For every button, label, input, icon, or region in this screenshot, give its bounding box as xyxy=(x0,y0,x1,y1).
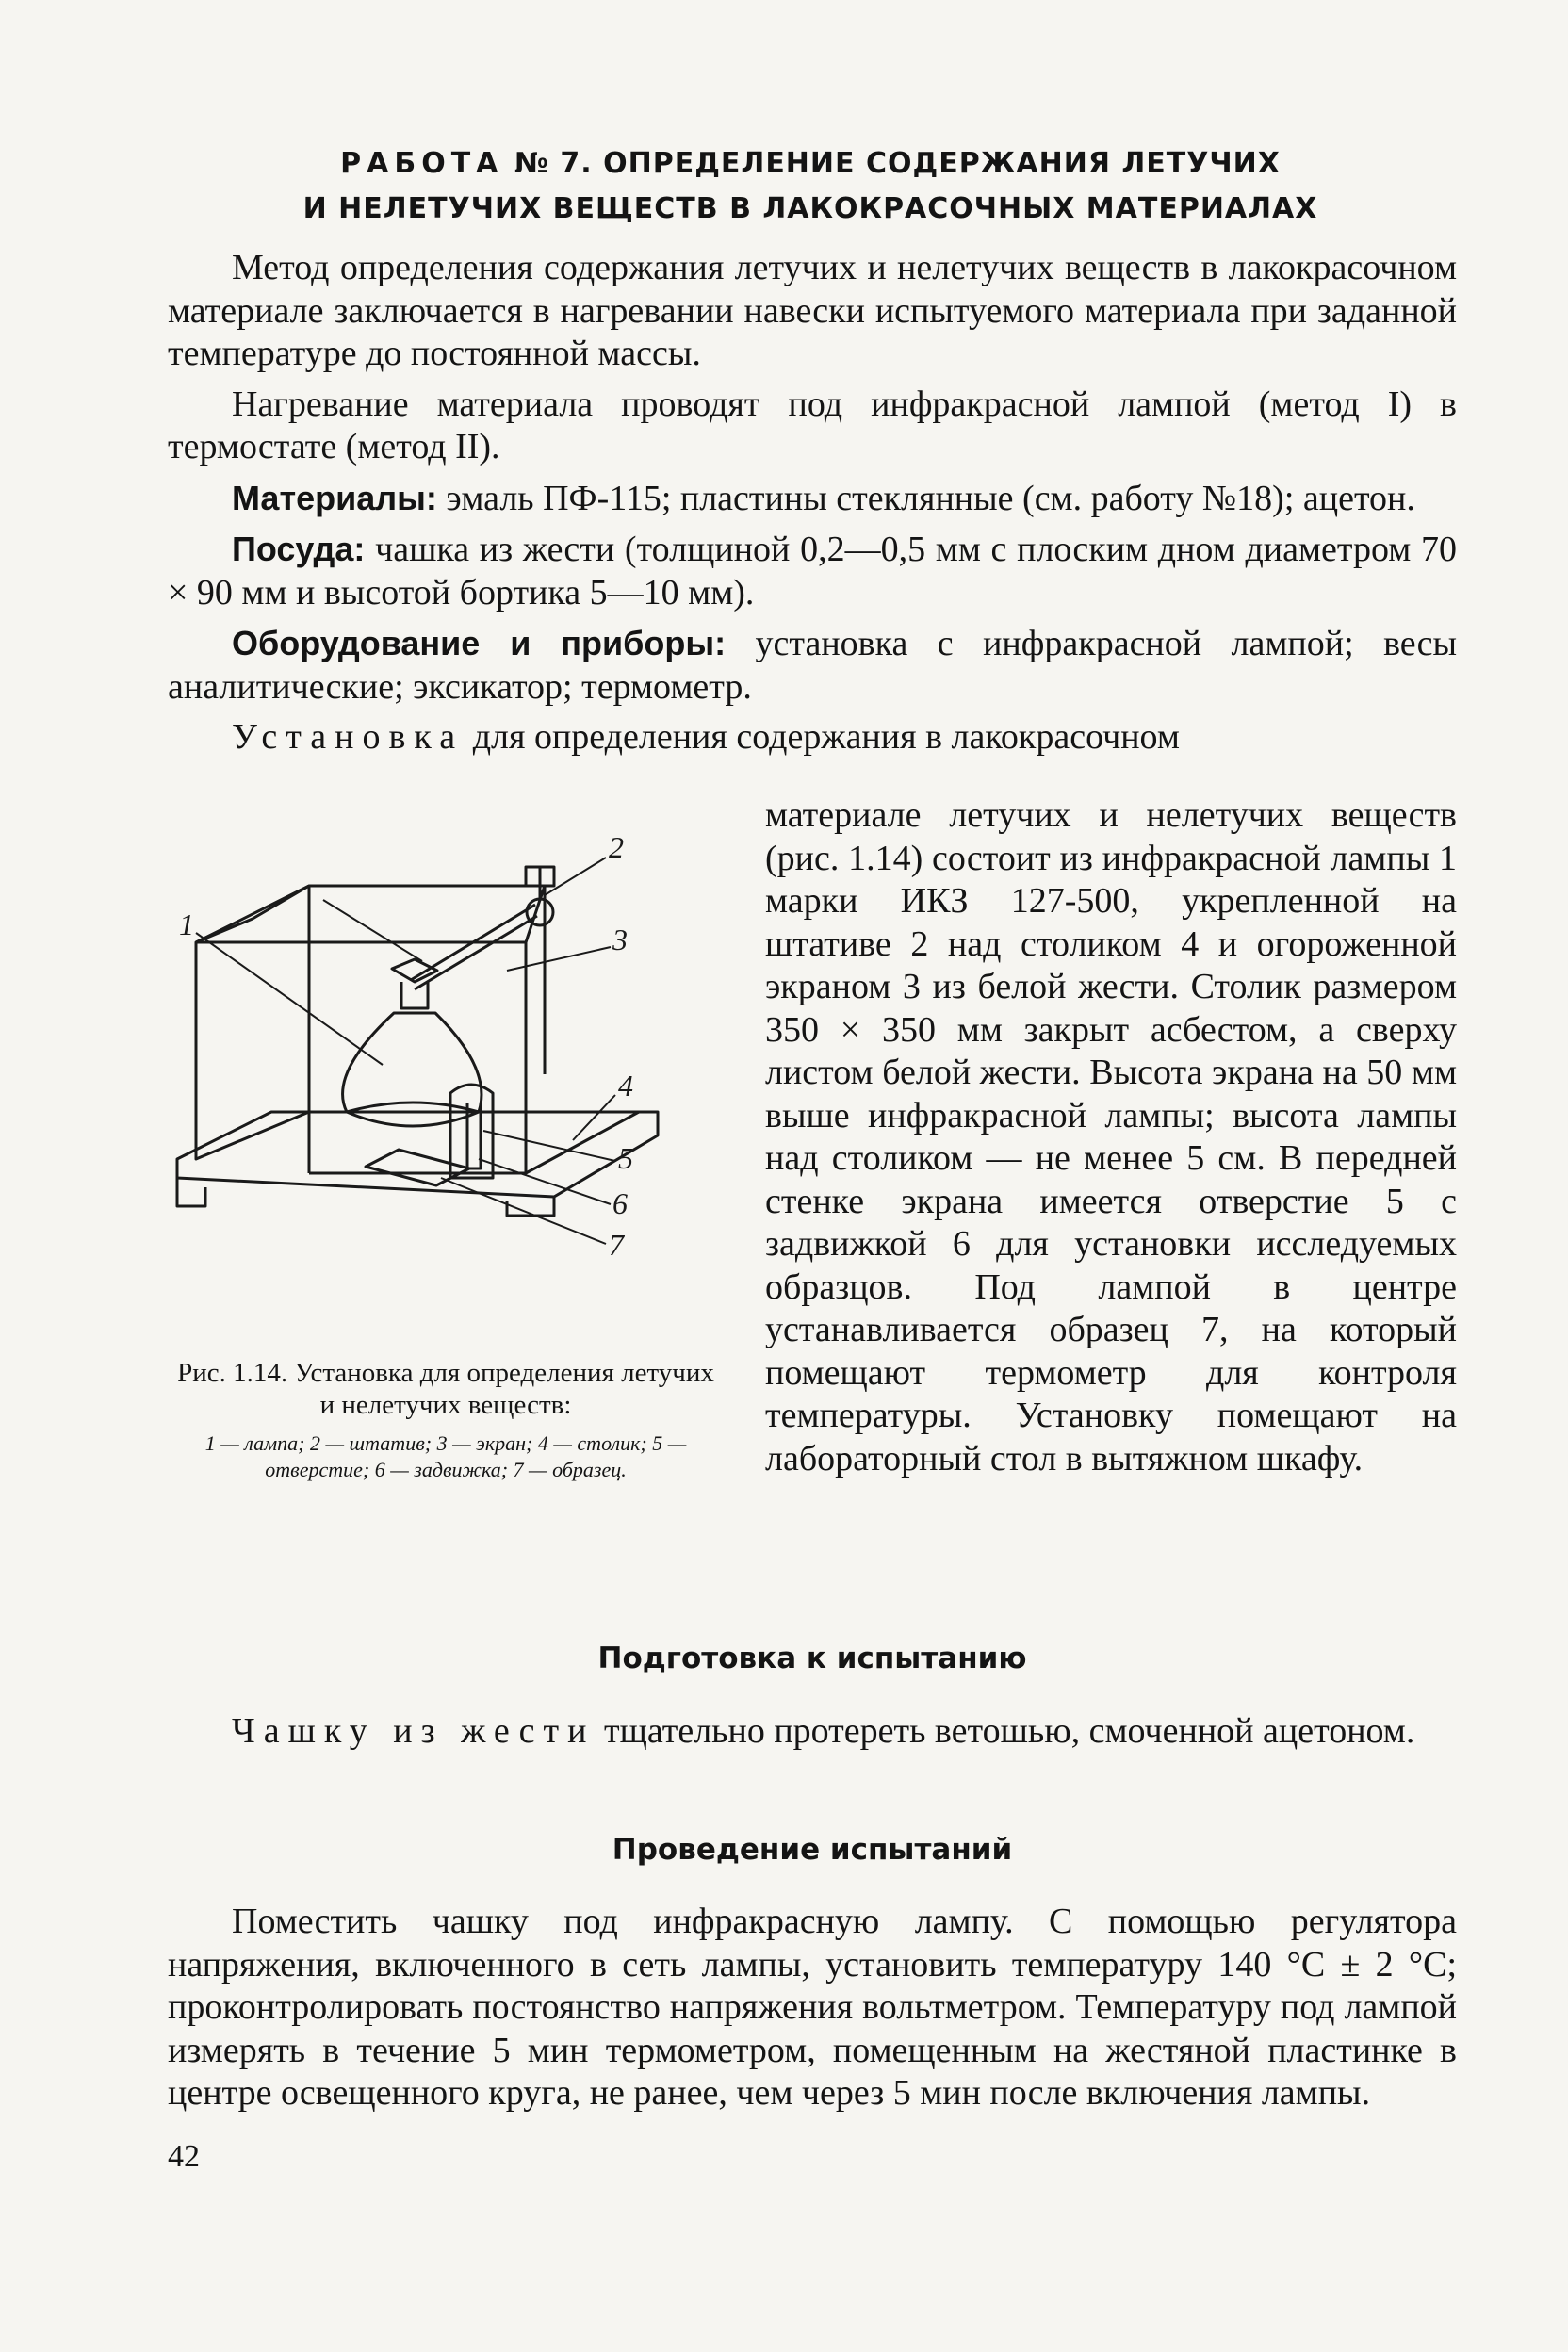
equipment-label: Оборудование и приборы: xyxy=(232,624,727,662)
vessels-text: чашка из жести (толщиной 0,2—0,5 мм с плоским дном диаметром 70 × 90 мм и высотой бортика 5—10 мм). xyxy=(168,530,1457,612)
screen-left-wall xyxy=(196,886,309,1159)
figure-label-2: 2 xyxy=(609,830,624,864)
caption-legend: 1 — лампа; 2 — штатив; 3 — экран; 4 — столик; 5 — отверстие; 6 — задвижка; 7 — образец. xyxy=(204,1431,687,1481)
equipment-text: установка с инфракрасной лампой; весы аналитические; эксикатор; термометр. xyxy=(168,624,1457,707)
setup-paragraph: материале летучих и нелетучих веществ (рис. 1.14) состоит из инфракрасной лампы 1 марки ИКЗ 127-500, укрепленной на штативе 2 над столиком 4 и огороженной экраном 3 из белой жести. Столик размером 350 × 350 мм закрыт асбестом, а сверху листом белой жести. Высота экрана на 50 мм выше инфракрасной лампы; высота лампы над столиком — не менее 5 см. В передней стенке экрана имеется отверстие 5 с задвижкой 6 для установки исследуемых образцов. Под лампой в центре устанавливается образец 7, на который помещают термометр для контроля температуры. Установку помещают на лабораторный стол в вытяжном шкафу. xyxy=(765,795,1457,1478)
setup-text: для определения содержания в лакокрасочном xyxy=(464,717,1180,757)
setup-description xyxy=(765,794,1457,1480)
figure-label-4: 4 xyxy=(618,1069,633,1102)
figure-label-3: 3 xyxy=(612,923,628,956)
figure-label-1: 1 xyxy=(179,907,194,941)
sample-plate xyxy=(366,1150,469,1185)
preparation-spaced: Чашку из жести xyxy=(232,1711,596,1751)
paragraph-method: Метод определения содержания летучих и нелетучих веществ в лакокрасочном материале заключается в нагревании навески испытуемого материала при заданной температуре до постоянной массы. xyxy=(168,248,1457,373)
page-number: 42 xyxy=(168,2139,200,2174)
materials-label: Материалы: xyxy=(232,478,437,517)
section-preparation xyxy=(168,1710,1457,1754)
paragraph-preparation xyxy=(168,1710,1457,1754)
paragraph-heating: Нагревание материала проводят под инфракрасной лампой (метод I) в термостате (метод II). xyxy=(168,384,1457,466)
preparation-text: тщательно протереть ветошью, смоченной ацетоном. xyxy=(595,1711,1415,1751)
paragraph-setup-start xyxy=(168,716,1457,760)
title-line2: И НЕЛЕТУЧИХ ВЕЩЕСТВ В ЛАКОКРАСОЧНЫХ МАТЕРИАЛАХ xyxy=(302,192,1318,225)
apparatus-drawing xyxy=(168,829,724,1338)
caption-title: Рис. 1.14. Установка для определения летучих и нелетучих веществ: xyxy=(177,1358,714,1420)
section-testing xyxy=(168,1901,1457,2115)
section-heading-preparation: Подготовка к испытанию xyxy=(597,1642,1027,1675)
materials-text: эмаль ПФ-115; пластины стеклянные (см. работу №18); ацетон. xyxy=(436,478,1415,518)
page-title xyxy=(170,141,1451,232)
setup-spaced-word: Установка xyxy=(232,717,465,757)
intro-text xyxy=(168,247,1457,760)
title-spaced-word: РАБОТА xyxy=(340,147,504,180)
section-heading-testing: Проведение испытаний xyxy=(612,1833,1013,1867)
vessels-label: Посуда: xyxy=(232,530,366,568)
figure-label-6: 6 xyxy=(612,1186,628,1220)
paragraph-equipment xyxy=(168,622,1457,709)
paragraph-materials xyxy=(168,477,1457,521)
paragraph-testing: Поместить чашку под инфракрасную лампу. С помощью регулятора напряжения, включенного в сеть лампы, установить температуру 140 °C ± 2 °C; проконтролировать постоянство напряжения вольтметром. Температуру под лампой измерять в течение 5 мин термометром, помещенным на жестяной пластинке в центре освещенного круга, не ранее, чем через 5 мин после включения лампы. xyxy=(168,1902,1457,2113)
paragraph-vessels xyxy=(168,528,1457,614)
figure-label-7: 7 xyxy=(609,1228,624,1262)
figure-apparatus xyxy=(168,829,724,1338)
figure-caption xyxy=(168,1357,724,1483)
figure-label-5: 5 xyxy=(618,1141,633,1175)
title-line1: № 7. ОПРЕДЕЛЕНИЕ СОДЕРЖАНИЯ ЛЕТУЧИХ xyxy=(514,147,1281,180)
